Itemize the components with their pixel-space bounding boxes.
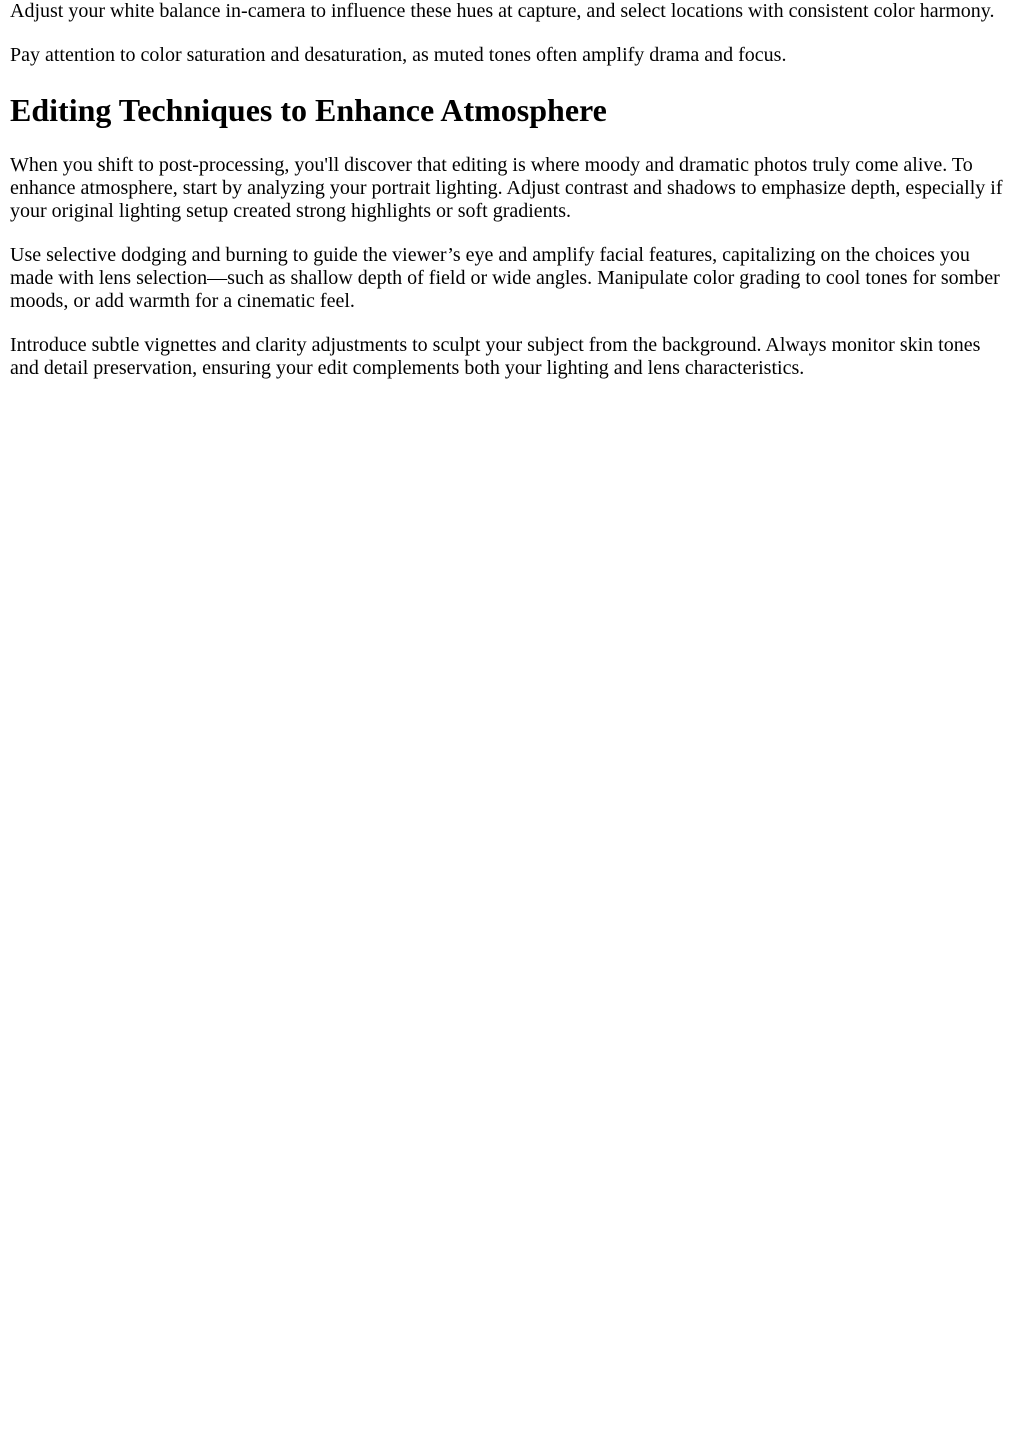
section-heading: Editing Techniques to Enhance Atmosphere	[10, 92, 607, 128]
article-paragraph: Adjust your white balance in-camera to influence these hues at capture, and select locations with consistent color harmony.	[10, 0, 995, 22]
article-paragraph: When you shift to post-processing, you'll discover that editing is where moody and dramatic photos truly come alive. To enhance atmosphere, start by analyzing your portrait lighting. Adjust contrast and shadows to emphasize depth, especially if your original lighting setup created strong highlights or soft gradients.	[10, 154, 1003, 222]
article-paragraph: Pay attention to color saturation and desaturation, as muted tones often amplify drama and focus.	[10, 44, 787, 66]
article-paragraph: Use selective dodging and burning to guide the viewer’s eye and amplify facial features, capitalizing on the choices you made with lens selection—such as shallow depth of field or wide angles. Manipulate color grading to cool tones for somber moods, or add warmth for a cinematic feel.	[10, 244, 1000, 312]
article-body	[0, 0, 1024, 380]
article-paragraph: Introduce subtle vignettes and clarity adjustments to sculpt your subject from the background. Always monitor skin tones and detail preservation, ensuring your edit complements both your lighting and lens characteristics.	[10, 334, 981, 379]
